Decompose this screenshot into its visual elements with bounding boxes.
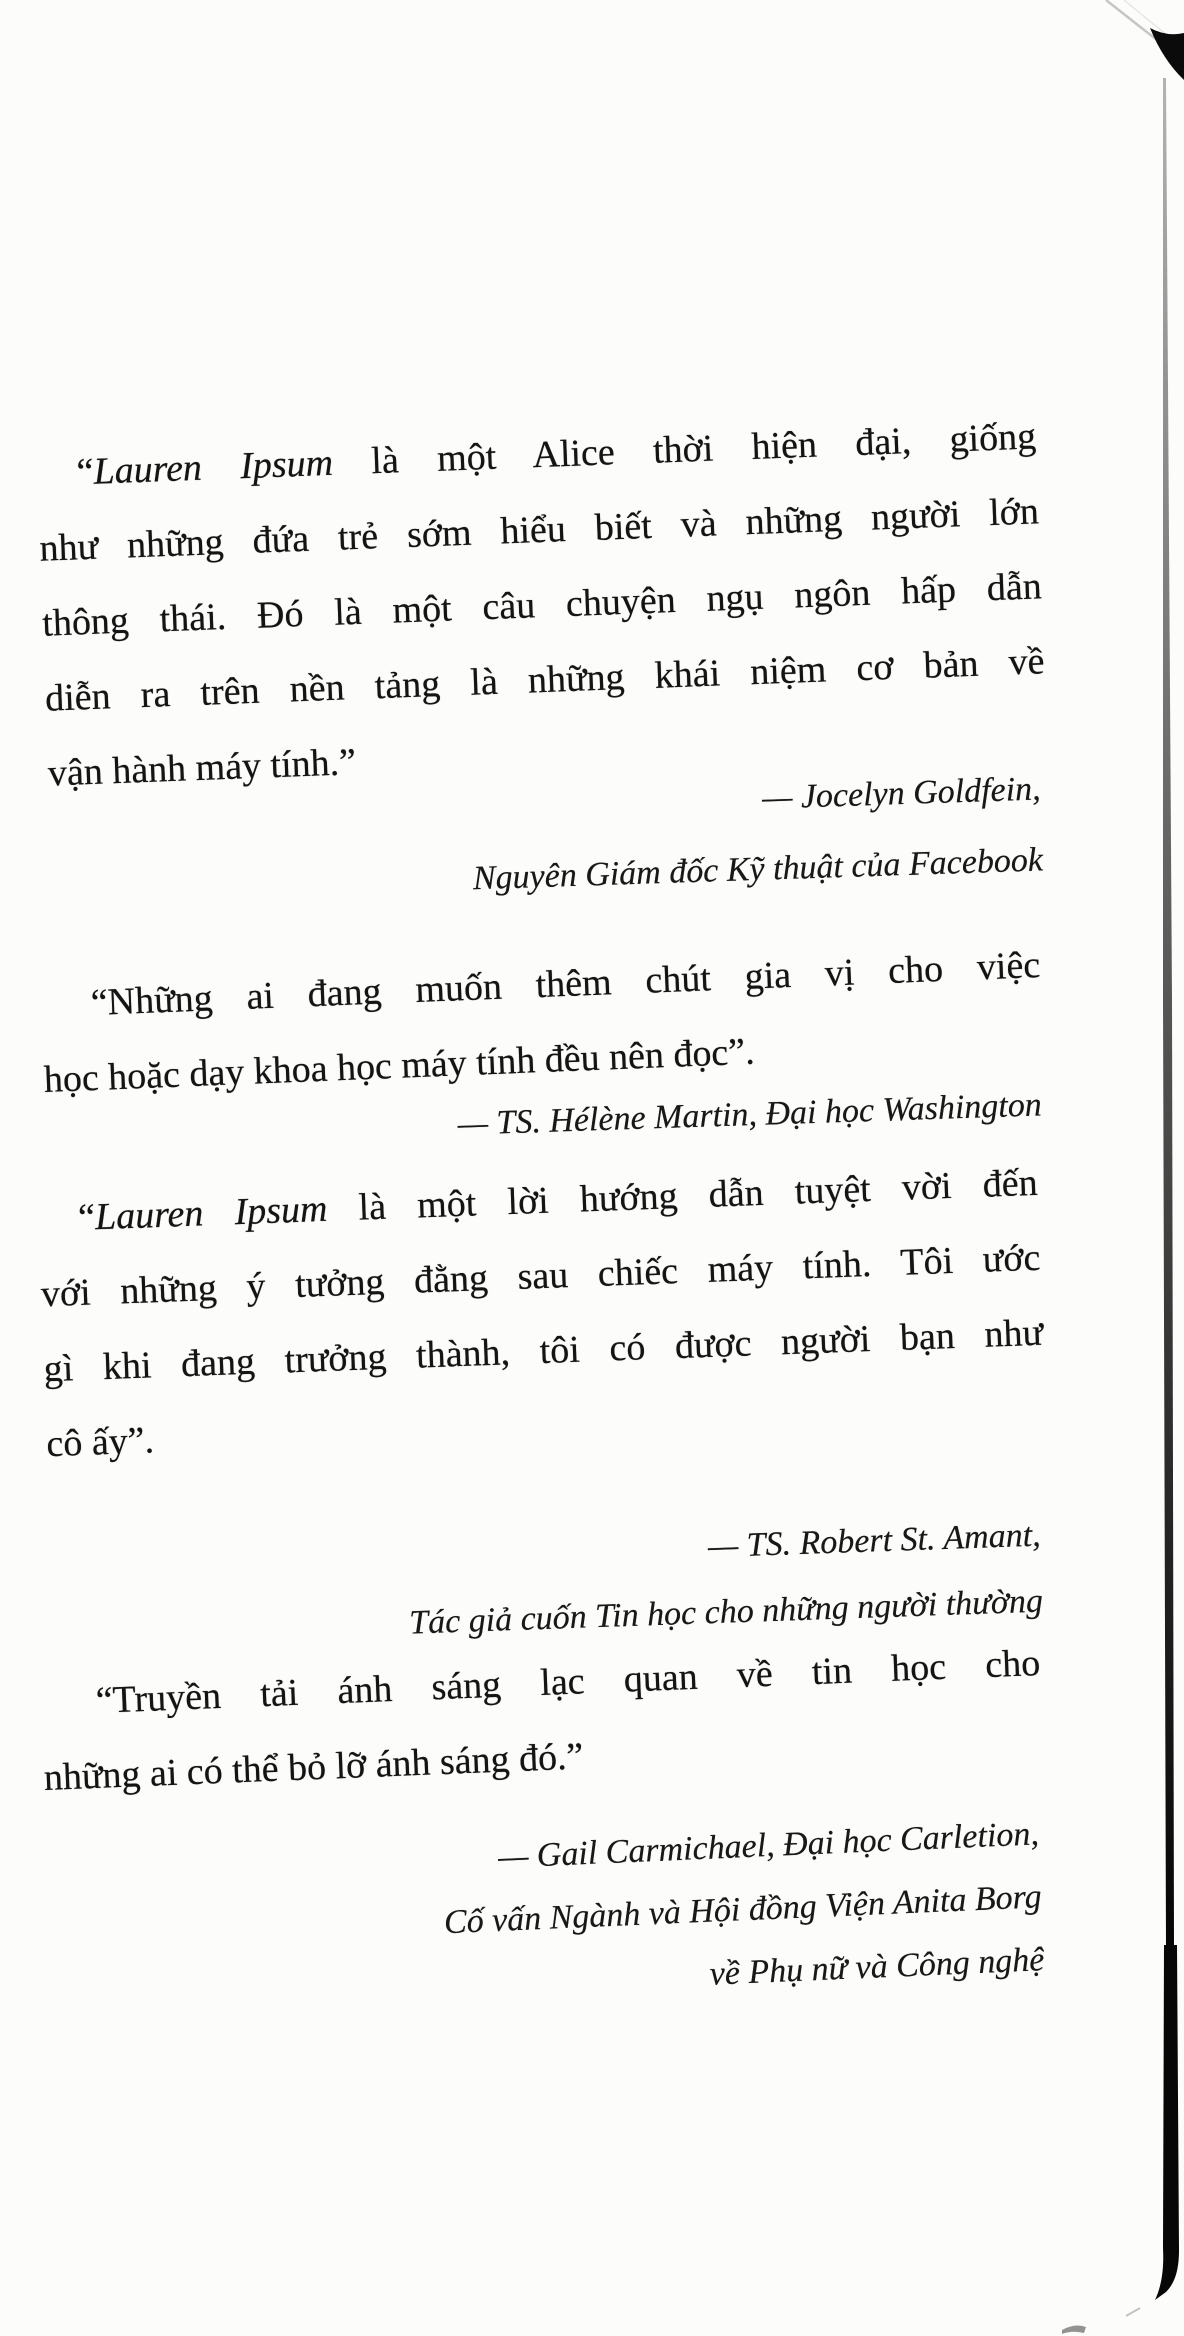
scan-smudge-2 [1062,2326,1086,2334]
scan-smudge [1126,2308,1140,2316]
quote-text: “ [77,1196,96,1239]
book-title-text: Lauren Ipsum [92,441,334,493]
page-edge-shadow [1163,78,1174,1948]
quote-text: với những ý tưởng đằng sau chiếc máy tính. Tôi ước [40,1236,1042,1316]
attribution-line: — Jocelyn Goldfein, [761,770,1042,817]
quote-text: “Truyền tải ánh sáng lạc quan về tin học cho [94,1641,1041,1722]
quote-1 [35,399,1048,811]
quote-text: cô ấy”. [45,1419,155,1466]
quote-text: học hoặc dạy khoa học máy tính đều nên đọc”. [43,1030,756,1102]
book-title-text: Lauren Ipsum [94,1187,329,1239]
quote-3 [37,1146,1047,1482]
quote-text: là một lời hướng dẫn tuyệt vời đến [326,1161,1039,1230]
quote-text: những ai có thể bỏ lỡ ánh sáng đó.” [43,1735,585,1800]
quote-text: vận hành máy tính.” [47,741,357,795]
attribution-line: — TS. Hélène Martin, Đại học Washington [457,1086,1043,1143]
quote-text: như những đứa trẻ sớm hiểu biết và những người lớn [38,490,1040,570]
attribution-line: — TS. Robert St. Amant, [707,1516,1042,1566]
attribution-line: Cố vấn Ngành và Hội đồng Viện Anita Borg [443,1878,1043,1942]
attribution-4 [38,1802,1045,2034]
page-curl-corner [1150,28,1184,80]
attribution-line: Tác giả cuốn Tin học cho những người thường [408,1582,1044,1642]
quote-text: “ [75,450,95,494]
page-curl-streak [1106,0,1162,44]
attribution-line: — Gail Carmichael, Đại học Carletion, [497,1815,1040,1876]
quote-text: diễn ra trên nền tảng là những khái niệm cơ bản về [44,640,1046,720]
page-curl-streak-2 [1124,0,1168,36]
quote-text: thông thái. Đó là một câu chuyện ngụ ngôn hấp dẫn [41,565,1043,645]
attribution-line: về Phụ nữ và Công nghệ [708,1941,1046,1993]
quote-text: gì khi đang trưởng thành, tôi có được người bạn như [42,1311,1044,1391]
attribution-line: Nguyên Giám đốc Kỹ thuật của Facebook [472,841,1044,898]
quote-text: “Những ai đang muốn thêm chút gia vị cho việc [89,943,1041,1025]
page-edge-band [1155,1945,1179,2300]
quote-text: là một Alice thời hiện đại, giống [332,415,1037,484]
